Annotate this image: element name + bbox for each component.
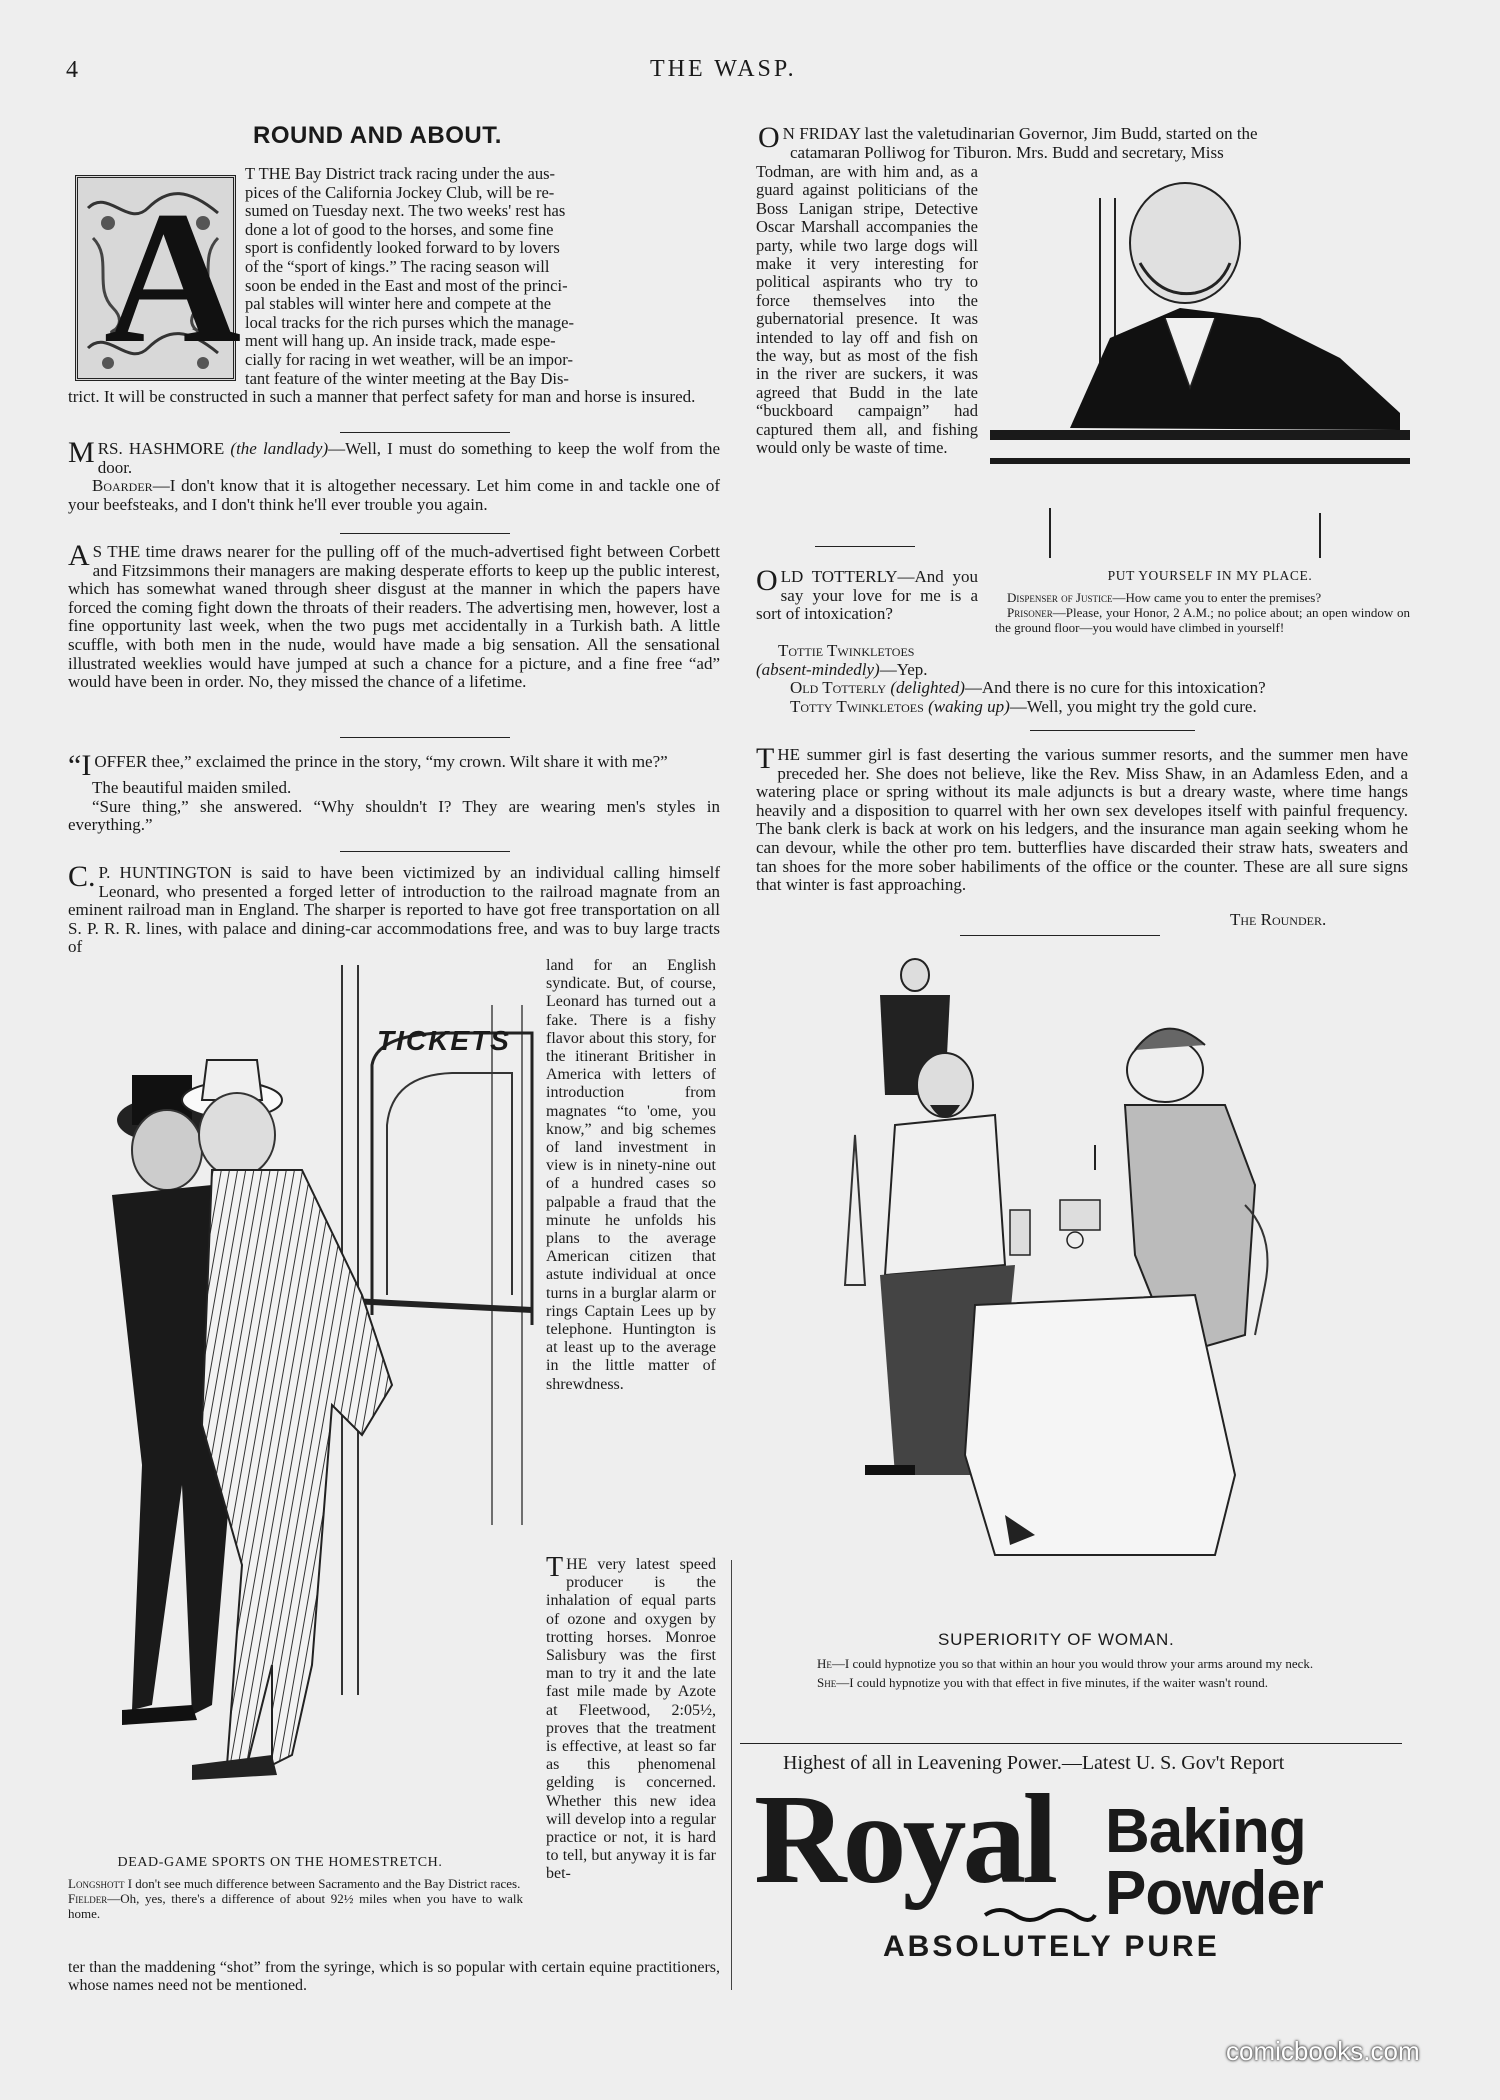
racing-line: sumed on Tuesday next. The two weeks' rest has xyxy=(245,201,566,221)
old-totterly-text: —And there is no cure for this intoxication? xyxy=(964,678,1266,698)
racing-line: ment will hang up. An inside track, made espe- xyxy=(245,331,556,351)
ad-brand: Royal xyxy=(754,1768,1054,1910)
dropcap-letter: A xyxy=(104,173,242,383)
fielder-text: —Oh, yes, there's a difference of about 92½ miles when you have to walk home. xyxy=(68,1891,523,1921)
fielder-line xyxy=(68,1891,523,1921)
watermark: comicbooks.com xyxy=(1226,2036,1420,2066)
he-line xyxy=(787,1656,1405,1671)
longshott-text: I don't see much difference between Sacramento and the Bay District races. xyxy=(124,1876,521,1891)
speaker-longshott: Longshott xyxy=(68,1876,125,1891)
ad-slogan: ABSOLUTELY PURE xyxy=(883,1930,1220,1963)
racing-paragraph-lines xyxy=(245,165,720,388)
prisoner-text: —Please, your Honor, 2 A.M.; no police about; an open window on the ground floor—you would have climbed in yourself! xyxy=(995,605,1410,635)
prince-line-2: The beautiful maiden smiled. xyxy=(92,778,292,797)
budd-dropcap: O xyxy=(758,121,780,154)
budd-line-2: catamaran Polliwog for Tiburon. Mrs. Budd and secretary, Miss xyxy=(790,143,1224,162)
she-text: —I could hypnotize you with that effect in five minutes, if the waiter wasn't round. xyxy=(836,1675,1268,1690)
ad-product-line-2: Powder xyxy=(1105,1859,1323,1928)
speaker-prisoner: Prisoner xyxy=(1007,605,1053,620)
tickets-sign: TICKETS xyxy=(377,1025,511,1056)
speaker-totty: Totty Twinkletoes xyxy=(790,696,924,716)
byline-rounder: The Rounder. xyxy=(1230,910,1327,929)
she-line xyxy=(787,1675,1405,1690)
he-text: —I could hypnotize you so that within an hour you would throw your arms around my neck. xyxy=(831,1656,1314,1671)
column-rule xyxy=(731,1560,732,1990)
budd-column: Todman, are with him and, as a guard against politicians of the Boss Lanigan stripe, Detective Oscar Marshall accompanies the party, while two large dogs will make it very interesting for political aspirants who try to force themselves into the gubernatorial presence. It was intended to lay off and fish on the way, but as most of the fish in the river are suckers, it was agreed that Budd in the late “buckboard campaign” had captured them all, and fishing would only be waste of time. xyxy=(756,162,978,458)
speaker-dispenser: Dispenser of Justice xyxy=(1007,590,1113,605)
put-yourself-illustration xyxy=(990,168,1410,563)
boarder-line xyxy=(68,477,720,514)
huntington-paragraph xyxy=(68,860,720,957)
ad-top-rule xyxy=(740,1743,1402,1744)
racing-line: of the “sport of kings.” The racing season will xyxy=(245,256,550,276)
prince-story xyxy=(68,749,720,835)
racing-line: T THE Bay District track racing under the aus- xyxy=(245,164,556,183)
masthead-title: THE WASP. xyxy=(650,56,797,82)
racing-line: soon be ended in the East and most of the princi- xyxy=(245,275,568,295)
prince-line-3: “Sure thing,” she answered. “Why shouldn't I? They are wearing men's styles in everything.” xyxy=(68,796,720,835)
budd-caption: PUT YOURSELF IN MY PLACE. xyxy=(1107,568,1313,583)
huntington-text: P. HUNTINGTON is said to have been victimized by an individual calling himself Leonard, who presented a forged letter of introduction to the railroad magnate from an eminent railroad man in England. The sharper is reported to have got free transportation on all S. P. R. R. lines, with palace and dining-car accommodations free, and was to buy large tracts of xyxy=(68,863,720,957)
prince-text: OFFER thee,” exclaimed the prince in the story, “my crown. Wilt share it with me?” xyxy=(94,752,668,771)
hashmore-line xyxy=(68,436,720,477)
totty-line xyxy=(756,698,1410,717)
tottie-text: —Yep. xyxy=(879,659,928,679)
hashmore-dialogue xyxy=(68,436,720,514)
divider xyxy=(340,737,510,738)
speed-text: HE very latest speed producer is the inhalation of equal parts of ozone and oxygen by trotting horses. Monroe Salisbury was the first man to try it and the late fast mile made by Azote at Fleetwood, 2:05½, proves that the treatment is effective, at least so far as this phenomenal gelding is concerned. Whether this new idea will develop into a regular practice or not, it is hard to tell, but anyway it is far bet- xyxy=(546,1556,716,1883)
speaker-old-totterly: Old Totterly xyxy=(790,678,887,698)
couple-dining-icon xyxy=(835,955,1335,1595)
ad-tagline: Highest of all in Leavening Power.—Latest U. S. Gov't Report xyxy=(783,1752,1285,1774)
totterly-text: LD TOTTERLY—And you say your love for me is a sort of intoxication? xyxy=(756,567,978,624)
racing-tail: trict. It will be constructed in such a manner that perfect safety for man and horse is insured. xyxy=(68,387,696,406)
divider xyxy=(340,851,510,852)
prisoner-line xyxy=(995,605,1410,635)
woman-dialogue xyxy=(787,1656,1405,1690)
royal-baking-powder-ad xyxy=(740,1750,1405,2010)
men-at-ticket-window-icon xyxy=(62,965,537,1855)
page-number: 4 xyxy=(66,57,78,83)
superiority-of-woman-illustration xyxy=(835,955,1335,1595)
fight-text: S THE time draws nearer for the pulling off of the much-advertised fight between Corbett and Fitzsimmons their managers are making desperate efforts to keep up the public interest, which has somewhat waned through sheer disgust at the manner in which the papers have forced the coming fight down the throats of their readers. The advertising men, however, lost a fine opportunity last week, when the two pugs met accidentally in a Turkish bath. A little scuffle, with both men in the nude, would have made a big sensation. All the sensational illustrated weeklies would have jumped at such a chance for a picture, and a fine free “ad” would have been in order. No, they missed the chance of a lifetime. xyxy=(68,542,720,692)
racing-line: pal stables will winter here and compete at the xyxy=(245,294,552,314)
speed-dropcap: T xyxy=(546,1552,564,1583)
stage-direction: (waking up) xyxy=(928,696,1010,716)
headline: ROUND AND ABOUT. xyxy=(253,122,502,149)
divider xyxy=(960,935,1160,936)
tottie-stage-line xyxy=(756,661,1410,680)
judge-at-bench-icon xyxy=(990,168,1410,563)
divider xyxy=(815,546,915,547)
speaker-hashmore: RS. HASHMORE xyxy=(97,439,225,458)
summer-paragraph xyxy=(756,742,1408,895)
tottie-line xyxy=(756,642,978,661)
racing-line: done a lot of good to the horses, and some fine xyxy=(245,219,554,239)
prince-dropcap: “I xyxy=(68,749,92,782)
racing-line: cially for racing in wet weather, will be an impor- xyxy=(245,349,573,369)
divider xyxy=(340,533,510,534)
huntington-column: land for an English syndicate. But, of course, Leonard has turned out a fake. There is a fishy flavor about this story, for the itinerant Britisher in America with letters of introduction from magnates “to 'ome, you know,” and big schemes of land investment in view is in ninety-nine out of a hundred cases so palpable a fraud that the minute he unfolds his plans to the average American citizen that astute individual at once turns in a burglar alarm or rings Captain Lees up by telephone. Huntington is at least up to the average in the little matter of shrewdness. xyxy=(546,957,716,1393)
totterly-dropcap: O xyxy=(756,564,778,597)
speed-tail: ter than the maddening “shot” from the syringe, which is so popular with certain equine practitioners, whose names need not be mentioned. xyxy=(68,1959,720,1994)
ornamental-dropcap xyxy=(75,173,242,383)
fight-dropcap: A xyxy=(68,539,90,572)
divider xyxy=(1030,730,1195,731)
hashmore-text: —Well, I must do something to keep the wolf from the door. xyxy=(97,439,720,477)
hashmore-dropcap: M xyxy=(68,436,95,469)
speaker-she: She xyxy=(817,1675,837,1690)
huntington-dropcap: C. xyxy=(68,860,96,893)
speed-paragraph xyxy=(546,1552,716,1884)
speaker-he: He xyxy=(817,1656,832,1671)
ornament-flourish-icon xyxy=(980,1905,1100,1925)
dead-game-sports-illustration xyxy=(62,965,537,1855)
racing-line: sport is confidently looked forward to by lovers xyxy=(245,238,560,258)
longshott-line xyxy=(68,1876,523,1891)
old-totterly-line xyxy=(756,679,1410,698)
totterly-dialogue xyxy=(756,642,1410,716)
woman-caption: SUPERIORITY OF WOMAN. xyxy=(938,1630,1175,1649)
dispenser-text: —How came you to enter the premises? xyxy=(1112,590,1322,605)
totty-text: —Well, you might try the gold cure. xyxy=(1009,696,1257,716)
boarder-text: —I don't know that it is altogether necessary. Let him come in and tackle one of your beefsteaks, and I don't think he'll ever trouble you again. xyxy=(68,476,720,514)
racing-line: tant feature of the winter meeting at the Bay Dis- xyxy=(245,368,569,388)
sports-dialogue xyxy=(68,1876,523,1921)
dispenser-line xyxy=(995,590,1410,605)
summer-dropcap: T xyxy=(756,742,775,775)
prince-line xyxy=(68,749,720,782)
divider xyxy=(340,432,510,433)
budd-text-1: N FRIDAY last the valetudinarian Governor, Jim Budd, started on the xyxy=(782,124,1258,143)
sports-caption: DEAD-GAME SPORTS ON THE HOMESTRETCH. xyxy=(117,1855,443,1870)
stage-direction: (absent-mindedly) xyxy=(756,659,880,679)
stage-direction: (delighted) xyxy=(890,678,965,698)
judge-dialogue xyxy=(995,590,1410,635)
speaker-fielder: Fielder xyxy=(68,1891,108,1906)
ad-product-line-1: Baking xyxy=(1105,1797,1306,1866)
racing-line: pices of the California Jockey Club, will be re- xyxy=(245,182,555,202)
fight-paragraph xyxy=(68,539,720,692)
racing-line: local tracks for the rich purses which the manage- xyxy=(245,312,574,332)
stage-direction: (the landlady) xyxy=(230,439,329,458)
speaker-boarder: Boarder xyxy=(92,476,153,496)
speaker-tottie: Tottie Twinkletoes xyxy=(778,641,915,660)
totterly-paragraph xyxy=(756,564,978,624)
summer-text: HE summer girl is fast deserting the various summer resorts, and the summer men have preceded her. She does not believe, like the Rev. Miss Shaw, in an Adamless Eden, and a watering place or spring without its male adjuncts is but a dreary waste, where time hangs heavily and a disposition to quarrel with her own sex developes itself with painful frequency. The bank clerk is back at work on his ledgers, and the insurance man again seeking whom he can devour, while the other pro tem. butterflies have discarded their straw hats, sweaters and tan shoes for the more sober habiliments of the office or the counter. These are all sure signs that winter is fast approaching. xyxy=(756,745,1408,895)
